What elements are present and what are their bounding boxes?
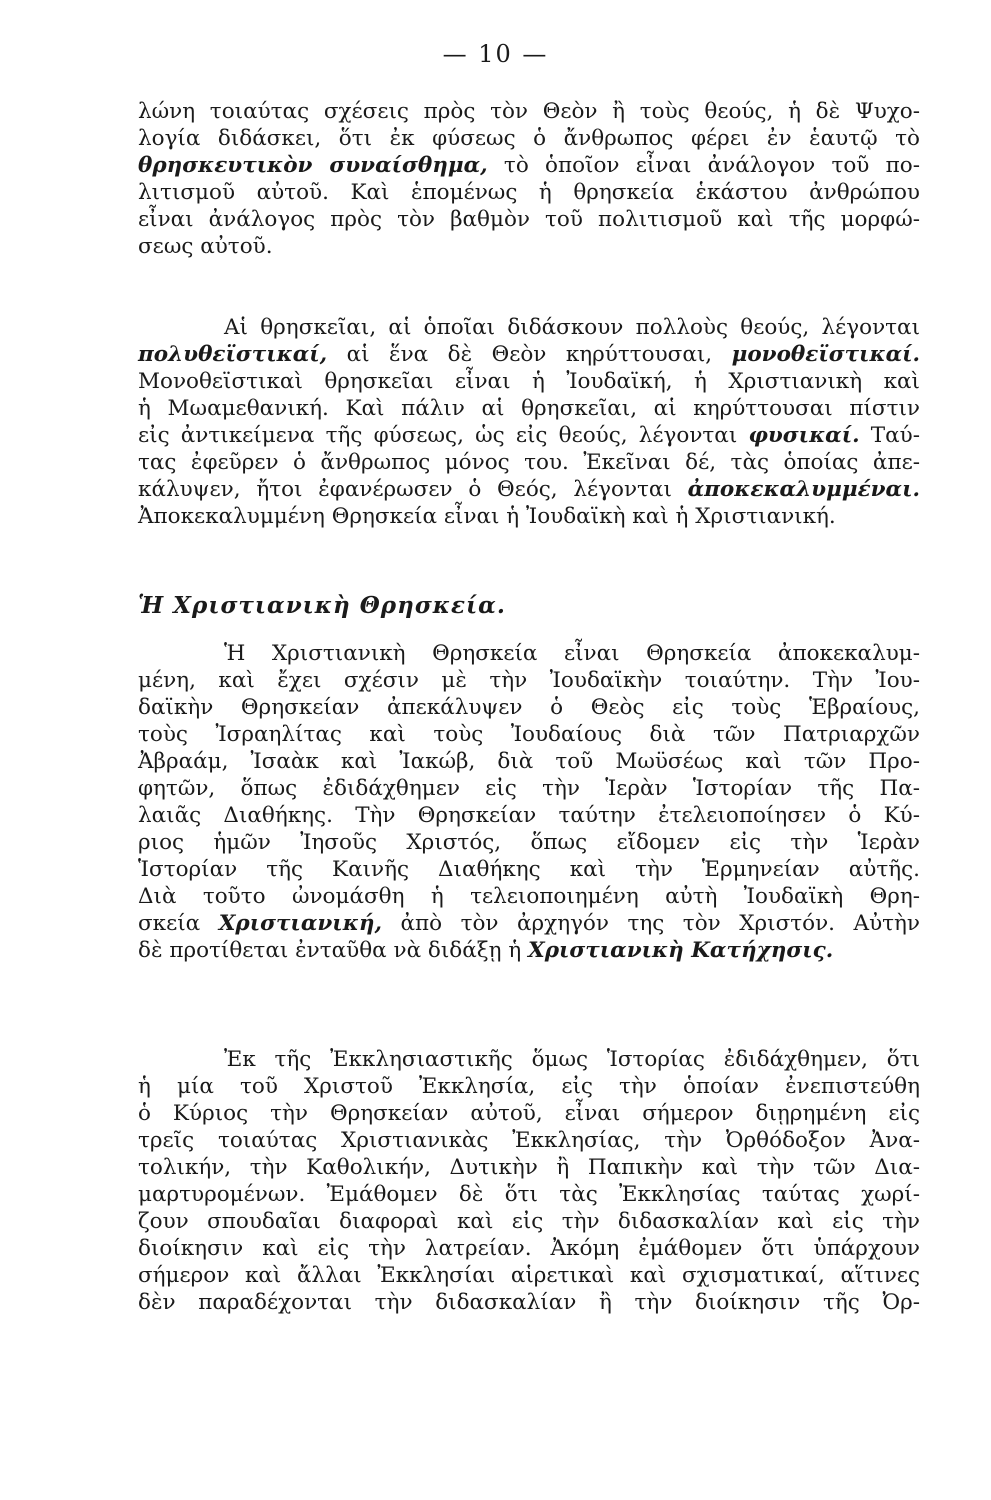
emphasized-term: πολυθεϊστικαί, [138, 342, 328, 367]
text-line: τρεῖς τοιαύτας Χριστιανικὰς Ἐκκλησίας, τὴν Ὀρθόδοξον Ἀνα- [138, 1128, 920, 1153]
text-span: κάλυψεν, ἤτοι ἐφανέρωσεν ὁ Θεός, λέγονται [138, 477, 688, 502]
paragraph-2 [138, 314, 920, 530]
text-line: Ἡ Χριστιανικὴ Θρησκεία εἶναι Θρησκεία ἀποκεκαλυμ- [224, 641, 920, 666]
emphasized-term: ἀποκεκαλυμμέναι. [687, 477, 920, 502]
text-span: ἀπὸ τὸν ἀρχηγόν της τὸν Χριστόν. Αὐτὴν [381, 911, 920, 936]
text-line: λογία διδάσκει, ὅτι ἐκ φύσεως ὁ ἄνθρωπος φέρει ἐν ἑαυτῷ τὸ [138, 126, 920, 151]
text-span: αἱ ἕνα δὲ Θεὸν κηρύττουσαι, [327, 342, 732, 367]
emphasized-term: Χριστιανικὴ Κατήχησις. [528, 938, 834, 963]
text-line: ριος ἡμῶν Ἰησοῦς Χριστός, ὅπως εἴδομεν εἰς τὴν Ἱερὰν [138, 830, 920, 855]
page-number: — 10 — [442, 40, 549, 68]
text-line: ὁ Κύριος τὴν Θρησκείαν αὐτοῦ, εἶναι σήμερον διῃρημένη εἰς [138, 1101, 920, 1126]
text-line [138, 937, 920, 964]
text-span: τὸ ὁποῖον εἶναι ἀνάλογον τοῦ πο- [487, 153, 921, 178]
text-line: μαρτυρομένων. Ἐμάθομεν δὲ ὅτι τὰς Ἐκκλησίας ταύτας χωρί- [138, 1182, 920, 1207]
text-line: Διὰ τοῦτο ὠνομάσθη ἡ τελειοποιημένη αὐτὴ Ἰουδαϊκὴ Θρη- [138, 884, 920, 909]
emphasized-term: φυσικαί. [748, 423, 860, 448]
text-span: εἰς ἀντικείμενα τῆς φύσεως, ὡς εἰς θεούς, λέγονται [138, 423, 749, 448]
text-line: λώνη τοιαύτας σχέσεις πρὸς τὸν Θεὸν ἢ τοὺς θεούς, ἡ δὲ Ψυχο- [138, 99, 920, 124]
text-line: τοὺς Ἰσραηλίτας καὶ τοὺς Ἰουδαίους διὰ τῶν Πατριαρχῶν [138, 722, 920, 747]
paragraph-3 [138, 640, 920, 964]
text-line [138, 910, 920, 937]
paragraph-1 [138, 98, 920, 260]
text-line: ἡ μία τοῦ Χριστοῦ Ἐκκλησία, εἰς τὴν ὁποίαν ἐνεπιστεύθη [138, 1074, 920, 1099]
emphasized-term: θρησκευτικὸν συναίσθημα, [138, 153, 488, 178]
text-line: σεως αὐτοῦ. [138, 234, 273, 259]
text-line: μένη, καὶ ἔχει σχέσιν μὲ τὴν Ἰουδαϊκὴν τοιαύτην. Τὴν Ἰου- [138, 668, 920, 693]
text-line: διοίκησιν καὶ εἰς τὴν λατρείαν. Ἀκόμη ἐμάθομεν ὅτι ὑπάρχουν [138, 1236, 920, 1261]
text-line [138, 476, 920, 503]
text-span: Ταύ- [859, 423, 920, 448]
text-line: λαιᾶς Διαθήκης. Τὴν Θρησκείαν ταύτην ἐτελειοποίησεν ὁ Κύ- [138, 803, 920, 828]
text-line: ζουν σπουδαῖαι διαφοραὶ καὶ εἰς τὴν διδασκαλίαν καὶ εἰς τὴν [138, 1209, 920, 1234]
text-line: ἡ Μωαμεθανική. Καὶ πάλιν αἱ θρησκεῖαι, αἱ κηρύττουσαι πίστιν [138, 396, 920, 421]
text-line: Ἱστορίαν τῆς Καινῆς Διαθήκης καὶ τὴν Ἑρμηνείαν αὐτῆς. [138, 857, 920, 882]
text-line: τολικήν, τὴν Καθολικήν, Δυτικὴν ἢ Παπικὴν καὶ τὴν τῶν Δια- [138, 1155, 920, 1180]
text-line [138, 152, 920, 179]
text-line: Ἀβραάμ, Ἰσαὰκ καὶ Ἰακώβ, διὰ τοῦ Μωϋσέως καὶ τῶν Προ- [138, 749, 920, 774]
text-line: Μονοθεϊστικαὶ θρησκεῖαι εἶναι ἡ Ἰουδαϊκή, ἡ Χριστιανικὴ καὶ [138, 369, 920, 394]
text-line: δαϊκὴν Θρησκείαν ἀπεκάλυψεν ὁ Θεὸς εἰς τοὺς Ἑβραίους, [138, 695, 920, 720]
text-line: Ἐκ τῆς Ἐκκλησιαστικῆς ὅμως Ἱστορίας ἐδιδάχθημεν, ὅτι [224, 1047, 920, 1072]
emphasized-term: μονοθεϊστικαί. [731, 342, 920, 367]
text-line [138, 422, 920, 449]
emphasized-term: Χριστιανική, [218, 911, 382, 936]
paragraph-4 [138, 1046, 920, 1316]
text-line: Αἱ θρησκεῖαι, αἱ ὁποῖαι διδάσκουν πολλοὺς θεούς, λέγονται [224, 315, 920, 340]
text-line: λιτισμοῦ αὐτοῦ. Καὶ ἑπομένως ἡ θρησκεία ἑκάστου ἀνθρώπου [138, 180, 920, 205]
text-line: εἶναι ἀνάλογος πρὸς τὸν βαθμὸν τοῦ πολιτισμοῦ καὶ τῆς μορφώ- [138, 207, 920, 232]
text-line: Ἀποκεκαλυμμένη Θρησκεία εἶναι ἡ Ἰουδαϊκὴ καὶ ἡ Χριστιανική. [138, 504, 836, 529]
text-span: δὲ προτίθεται ἐνταῦθα νὰ διδάξῃ ἡ [138, 938, 529, 963]
text-line: τας ἐφεῦρεν ὁ ἄνθρωπος μόνος του. Ἐκεῖναι δέ, τὰς ὁποίας ἀπε- [138, 450, 920, 475]
text-line [138, 341, 920, 368]
text-line: δὲν παραδέχονται τὴν διδασκαλίαν ἢ τὴν διοίκησιν τῆς Ὀρ- [138, 1290, 920, 1315]
text-span: σκεία [138, 911, 219, 936]
text-line: σήμερον καὶ ἄλλαι Ἐκκλησίαι αἱρετικαὶ καὶ σχισματικαί, αἵτινες [138, 1263, 920, 1288]
section-heading: Ἡ Χριστιανικὴ Θρησκεία. [138, 592, 506, 619]
text-line: φητῶν, ὅπως ἐδιδάχθημεν εἰς τὴν Ἱερὰν Ἱστορίαν τῆς Πα- [138, 776, 920, 801]
